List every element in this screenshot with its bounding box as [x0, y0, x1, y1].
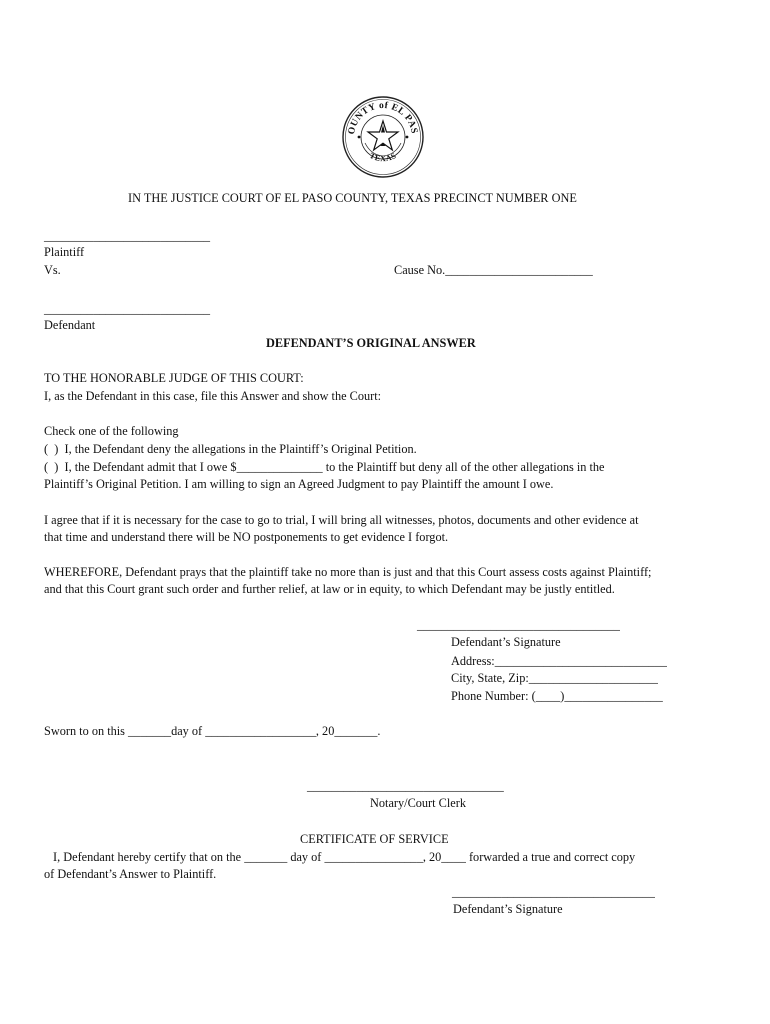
- plaintiff-blank[interactable]: ___________________________: [44, 229, 211, 243]
- county-seal: [341, 95, 425, 179]
- defendant-label: Defendant: [44, 318, 96, 332]
- document-title: DEFENDANT’S ORIGINAL ANSWER: [266, 336, 476, 350]
- seal-bottom-text: TEXAS: [368, 150, 398, 164]
- sworn-statement[interactable]: Sworn to on this _______day of __________________, 20_______.: [44, 724, 381, 738]
- notary-label: Notary/Court Clerk: [370, 796, 466, 810]
- certificate-signature-label: Defendant’s Signature: [453, 902, 563, 916]
- plaintiff-label: Plaintiff: [44, 245, 85, 259]
- certificate-line-2: of Defendant’s Answer to Plaintiff.: [44, 867, 217, 881]
- trial-paragraph-line-2: that time and understand there will be NO postponements to get evidence I forgot.: [44, 530, 449, 544]
- defendant-signature-label: Defendant’s Signature: [451, 635, 561, 649]
- certificate-signature-line[interactable]: _________________________________: [452, 885, 655, 899]
- versus-label: Vs.: [44, 263, 61, 277]
- options-intro: Check one of the following: [44, 424, 179, 438]
- option-admit-checkbox[interactable]: ( ) I, the Defendant admit that I owe $______________ to the Plaintiff but deny all of the other allegations in the: [44, 460, 605, 474]
- wherefore-line-1: WHEREFORE, Defendant prays that the plaintiff take no more than is just and that this Court assess costs against Plaintiff;: [44, 565, 652, 579]
- defendant-signature-line[interactable]: _________________________________: [417, 618, 620, 632]
- option-admit-continued: Plaintiff’s Original Petition. I am willing to sign an Agreed Judgment to pay Plaintiff the amount I owe.: [44, 477, 554, 491]
- certificate-line-1[interactable]: I, Defendant hereby certify that on the _______ day of ________________, 20____ forwarded a true and correct copy: [53, 850, 636, 864]
- court-heading: IN THE JUSTICE COURT OF EL PASO COUNTY, TEXAS PRECINCT NUMBER ONE: [128, 191, 577, 205]
- certificate-title: CERTIFICATE OF SERVICE: [300, 832, 449, 846]
- phone-number-field[interactable]: Phone Number: (____)________________: [451, 689, 663, 703]
- address-field[interactable]: Address:____________________________: [451, 654, 667, 668]
- salutation-line-1: TO THE HONORABLE JUDGE OF THIS COURT:: [44, 371, 304, 385]
- notary-signature-line[interactable]: ________________________________: [307, 779, 504, 793]
- wherefore-line-2: and that this Court grant such order and further relief, at law or in equity, to which Defendant may be justly entitled.: [44, 582, 615, 596]
- city-state-zip-field[interactable]: City, State, Zip:_____________________: [451, 671, 658, 685]
- seal-graphic: [341, 95, 425, 179]
- trial-paragraph-line-1: I agree that if it is necessary for the case to go to trial, I will bring all witnesses, photos, documents and other evidence at: [44, 513, 639, 527]
- option-deny-checkbox[interactable]: ( ) I, the Defendant deny the allegations in the Plaintiff’s Original Petition.: [44, 442, 417, 456]
- defendant-blank[interactable]: ___________________________: [44, 302, 211, 316]
- cause-number-field[interactable]: Cause No.________________________: [394, 263, 593, 277]
- salutation-line-2: I, as the Defendant in this case, file this Answer and show the Court:: [44, 389, 382, 403]
- seal-top-text: OUNTY of EL PAS: [346, 100, 419, 136]
